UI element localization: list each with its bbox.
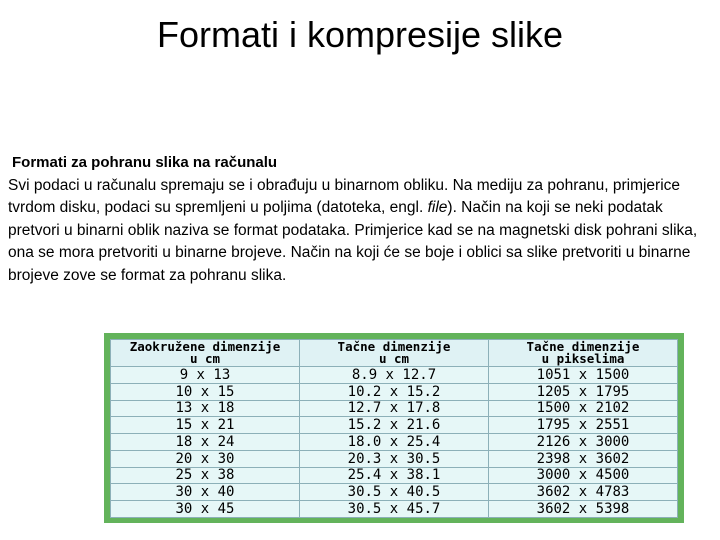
- header-line: u cm: [378, 351, 410, 366]
- table-row: [111, 450, 678, 467]
- table-cell: 10 x 15: [111, 383, 300, 400]
- table-cell: 1051 x 1500: [489, 367, 678, 384]
- header-line: Zaokružene dimenzije: [129, 338, 281, 354]
- table-cell: 3602 x 4783: [489, 484, 678, 501]
- header-line: Tačne dimenzije: [526, 338, 640, 354]
- header-exact-cm: [300, 340, 489, 367]
- table-cell: 18.0 x 25.4: [300, 434, 489, 451]
- table-cell: 8.9 x 12.7: [300, 367, 489, 384]
- table-cell: 20.3 x 30.5: [300, 450, 489, 467]
- table-row: [111, 467, 678, 484]
- table-row: [111, 434, 678, 451]
- table-row: [111, 501, 678, 518]
- table-header-row: [111, 340, 678, 367]
- header-line: Tačne dimenzije: [337, 338, 451, 354]
- table-cell: 12.7 x 17.8: [300, 400, 489, 417]
- table-cell: 9 x 13: [111, 367, 300, 384]
- table-cell: 10.2 x 15.2: [300, 383, 489, 400]
- table-cell: 3602 x 5398: [489, 501, 678, 518]
- table-cell: 2398 x 3602: [489, 450, 678, 467]
- table-cell: 18 x 24: [111, 434, 300, 451]
- header-line: u pikselima: [541, 351, 625, 366]
- body-text: [8, 152, 714, 287]
- header-line: u cm: [189, 351, 221, 366]
- dimensions-table: [110, 339, 678, 518]
- paragraph-part-1: Svi podaci u računalu spremaju se i obrađuju u binarnom obliku. Na mediju za pohranu, primjerice tvrdom disku, podaci su spremljeni u poljima (datoteka, engl.: [8, 176, 681, 216]
- table-cell: 25.4 x 38.1: [300, 467, 489, 484]
- table-row: [111, 367, 678, 384]
- table-cell: 30 x 45: [111, 501, 300, 518]
- slide-title: Formati i kompresije slike: [156, 14, 564, 55]
- dimensions-table-frame: [104, 333, 684, 523]
- table-cell: 30.5 x 45.7: [300, 501, 489, 518]
- table-cell: 30 x 40: [111, 484, 300, 501]
- table-cell: 25 x 38: [111, 467, 300, 484]
- table-cell: 15.2 x 21.6: [300, 417, 489, 434]
- table-cell: 13 x 18: [111, 400, 300, 417]
- table-cell: 20 x 30: [111, 450, 300, 467]
- table-row: [111, 484, 678, 501]
- table-row: [111, 383, 678, 400]
- table-cell: 2126 x 3000: [489, 434, 678, 451]
- table-cell: 30.5 x 40.5: [300, 484, 489, 501]
- italic-term: file: [427, 199, 448, 216]
- paragraph-part-2: ). Način na koji se neki podatak pretvori u binarni oblik naziva se format podataka. Primjerice kad se na magnetski disk pohrani slika, ona se mora pretvoriti u binarne brojeve. Način na koji će se boje i oblici sa slike pretvoriti u binarne brojeve zove se format za pohranu slika.: [8, 199, 698, 284]
- table-cell: 15 x 21: [111, 417, 300, 434]
- table-cell: 3000 x 4500: [489, 467, 678, 484]
- table-cell: 1500 x 2102: [489, 400, 678, 417]
- header-exact-pixels: [489, 340, 678, 367]
- header-rounded-cm: [111, 340, 300, 367]
- table-row: [111, 417, 678, 434]
- section-subheading: Formati za pohranu slika na računalu: [12, 154, 278, 171]
- table-row: [111, 400, 678, 417]
- table-cell: 1205 x 1795: [489, 383, 678, 400]
- table-cell: 1795 x 2551: [489, 417, 678, 434]
